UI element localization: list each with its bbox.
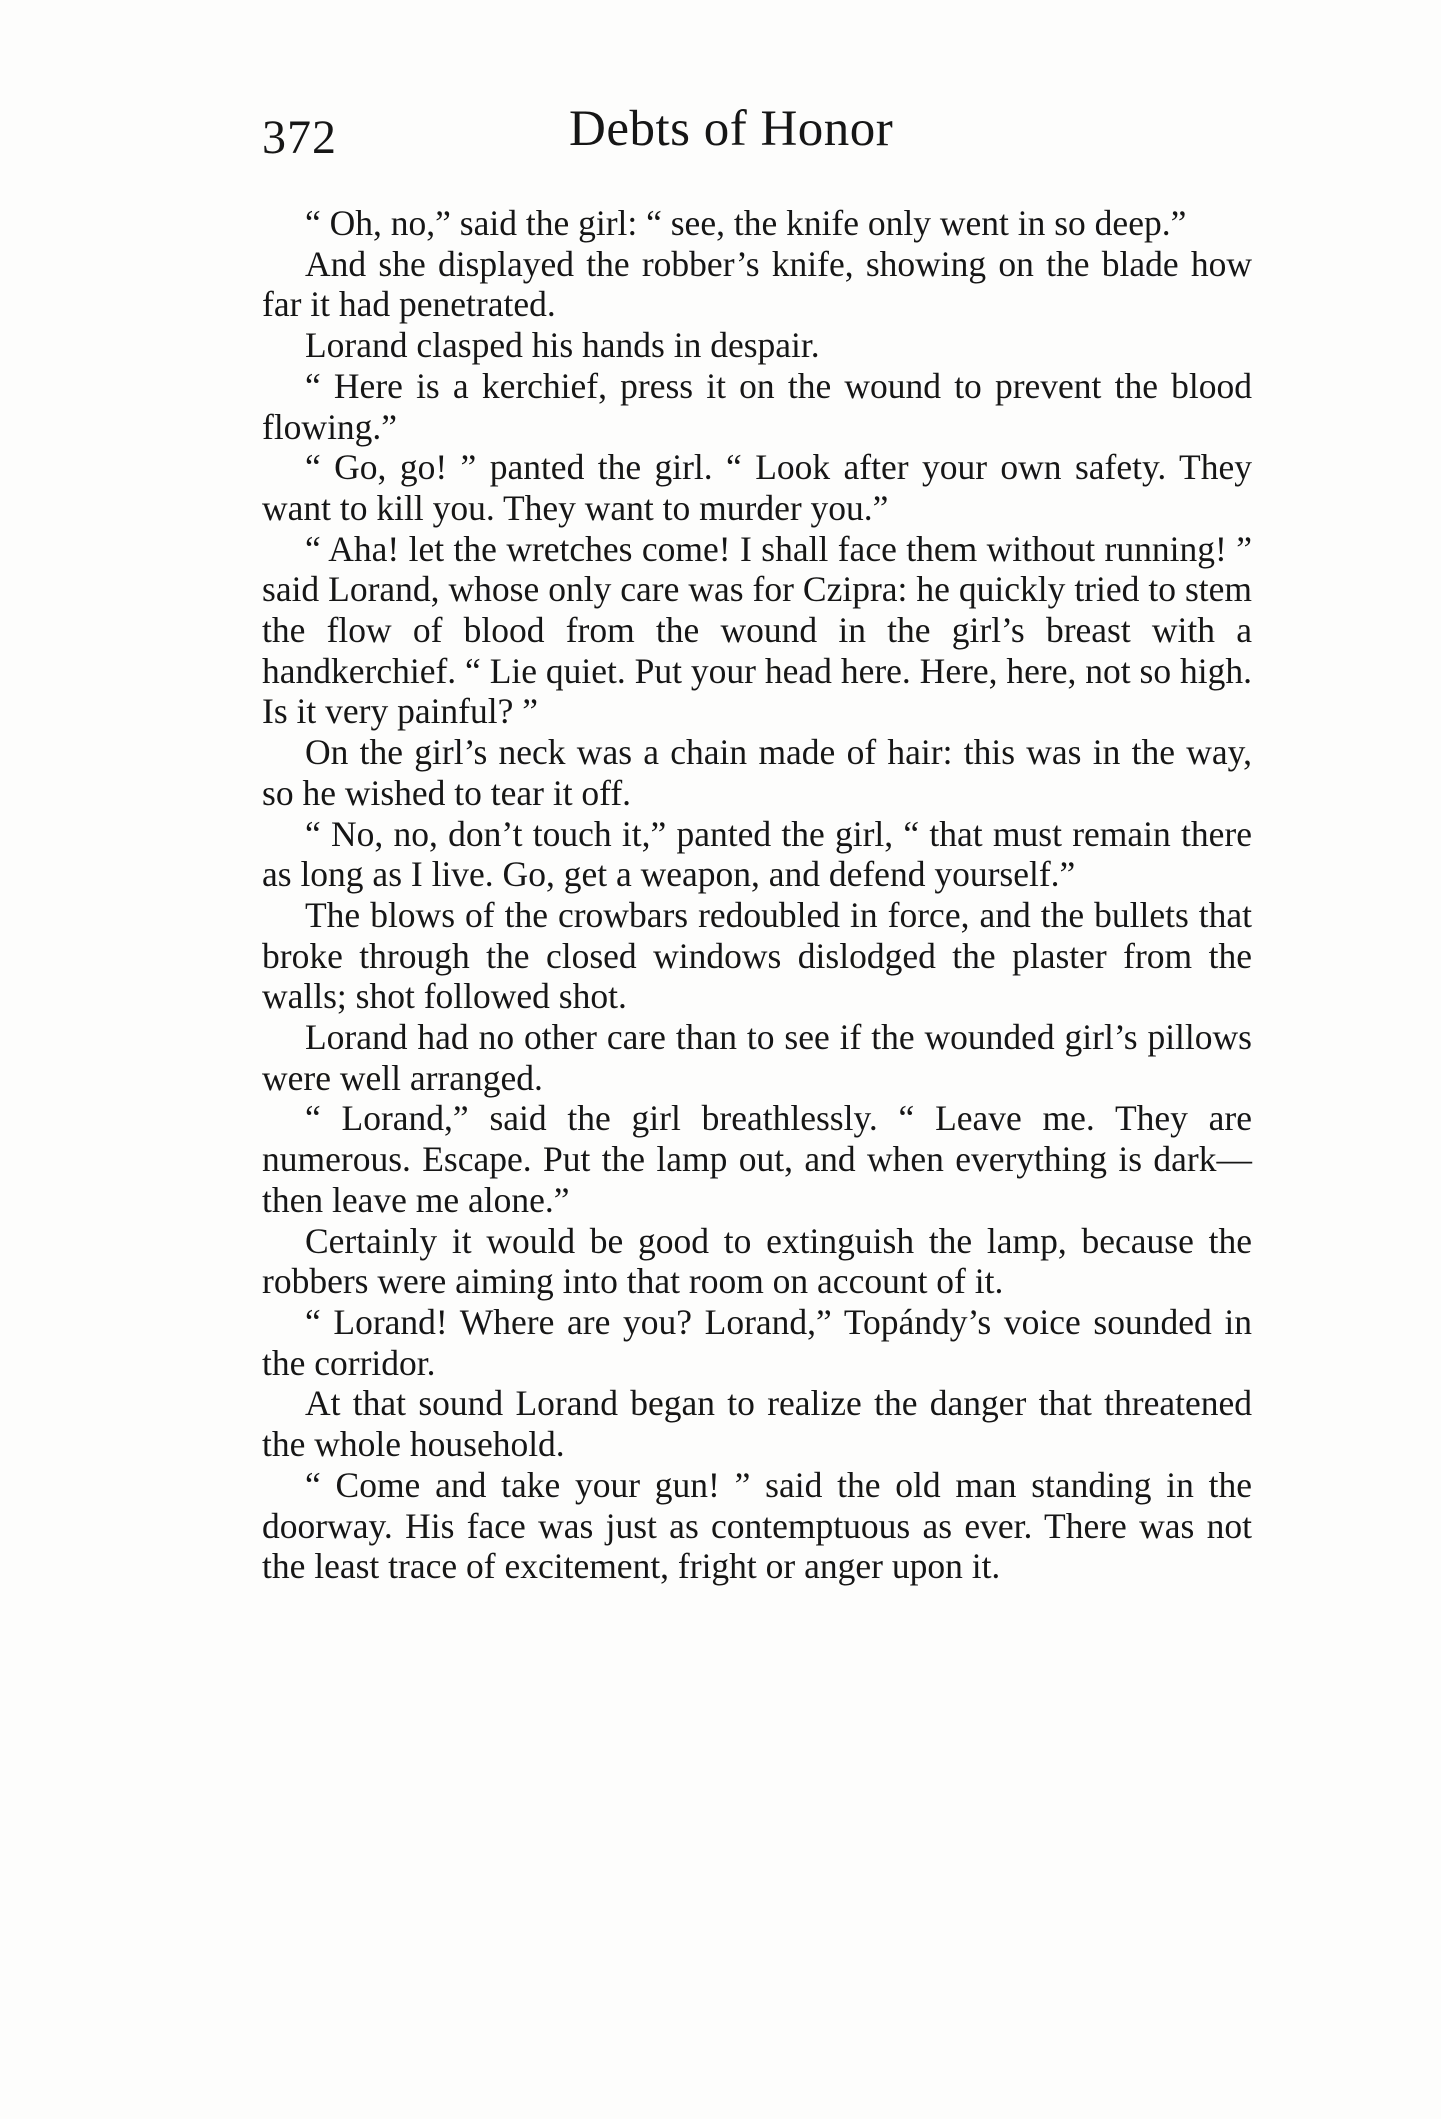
paragraph: “ No, no, don’t touch it,” panted the girl, “ that must remain there as long as I live. Go, get a weapon, and defend yourself.” [262,813,1252,895]
paragraph: “ Lorand! Where are you? Lorand,” Topándy’s voice sounded in the corridor. [262,1301,1252,1383]
paragraph: At that sound Lorand began to realize the danger that threatened the whole household. [262,1383,1252,1465]
paragraph: “ Lorand,” said the girl breathlessly. “ Leave me. They are numerous. Escape. Put the lamp out, and when everything is dark—then leave me alone.” [262,1098,1252,1220]
running-title: Debts of Honor [569,101,894,157]
paragraph: “ Aha! let the wretches come! I shall face them without running! ” said Lorand, whose only care was for Czipra: he quickly tried to stem the flow of blood from the wound in the girl’s breast with a handkerchief. “ Lie quiet. Put your head here. Here, here, not so high. Is it very painful? ” [262,528,1252,732]
body-text [262,203,1252,1587]
paragraph: “ Here is a kerchief, press it on the wound to prevent the blood flowing.” [262,365,1252,447]
paragraph: Lorand clasped his hands in despair. [305,325,820,366]
paragraph: “ Oh, no,” said the girl: “ see, the knife only went in so deep.” [305,203,1187,243]
page-header [262,100,1252,170]
page-number: 372 [262,111,337,164]
paragraph: “ Go, go! ” panted the girl. “ Look after your own safety. They want to kill you. They want to murder you.” [262,447,1252,528]
paragraph: On the girl’s neck was a chain made of hair: this was in the way, so he wished to tear it off. [262,732,1252,813]
paragraph: Lorand had no other care than to see if the wounded girl’s pillows were well arranged. [262,1017,1252,1098]
paragraph: And she displayed the robber’s knife, showing on the blade how far it had penetrated. [262,243,1252,325]
paragraph: “ Come and take your gun! ” said the old man standing in the doorway. His face was just as contemptuous as ever. There was not the least trace of excitement, fright or anger upon it. [262,1464,1252,1587]
paragraph: Certainly it would be good to extinguish the lamp, because the robbers were aiming into that room on account of it. [262,1220,1252,1302]
paragraph: The blows of the crowbars redoubled in force, and the bullets that broke through the closed windows dislodged the plaster from the walls; shot followed shot. [262,894,1252,1017]
